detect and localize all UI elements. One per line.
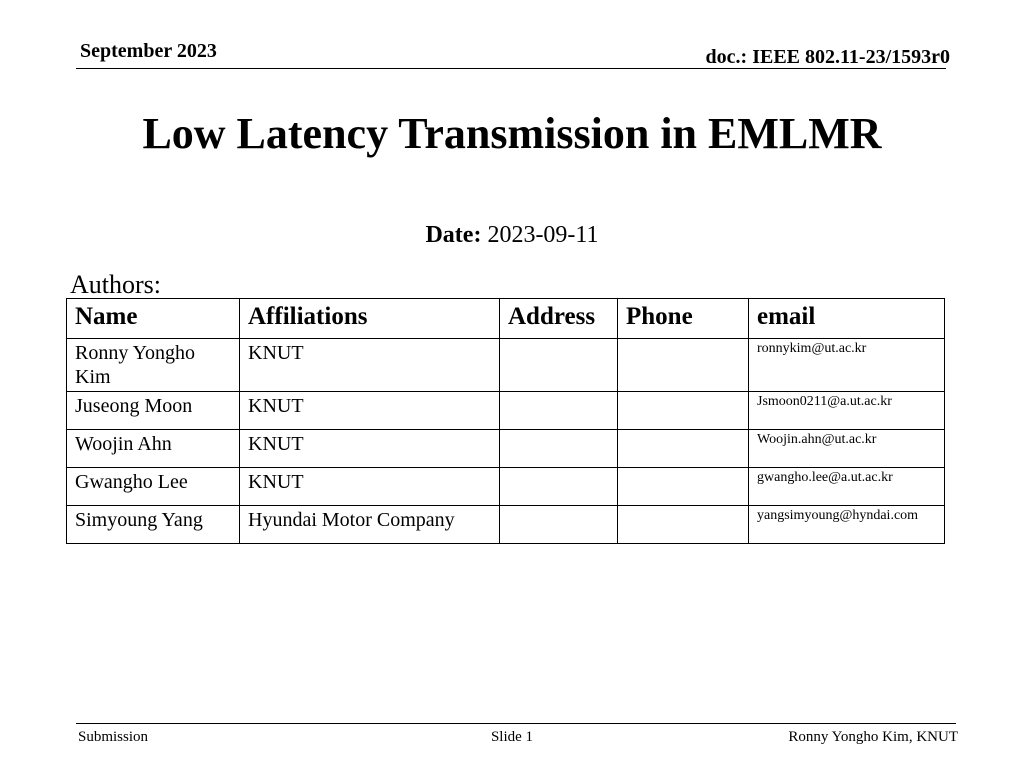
footer-divider [76, 723, 956, 724]
author-name: Gwangho Lee [67, 468, 240, 506]
author-name: Woojin Ahn [67, 430, 240, 468]
author-affiliation: KNUT [240, 430, 500, 468]
authors-label: Authors: [70, 270, 161, 299]
author-email: gwangho.lee@a.ut.ac.kr [749, 468, 945, 506]
footer-submission: Submission [78, 729, 149, 745]
date-label: Date: [425, 222, 482, 248]
author-phone [618, 339, 749, 392]
table-row [67, 506, 945, 544]
author-address [500, 430, 618, 468]
author-name: Simyoung Yang [67, 506, 240, 544]
date-value: 2023-09-11 [487, 222, 599, 248]
author-email: Jsmoon0211@a.ut.ac.kr [749, 392, 945, 430]
header-date: September 2023 [80, 40, 217, 62]
date-line [0, 222, 1024, 249]
table-row [67, 468, 945, 506]
header-divider [76, 68, 946, 69]
column-header-phone: Phone [618, 299, 749, 339]
author-email: ronnykim@ut.ac.kr [749, 339, 945, 392]
author-affiliation: KNUT [240, 392, 500, 430]
author-address [500, 339, 618, 392]
footer-slide-number: Slide 1 [490, 729, 534, 745]
author-phone [618, 506, 749, 544]
column-header-affiliations: Affiliations [240, 299, 500, 339]
author-name: Ronny Yongho Kim [67, 339, 240, 392]
author-name: Juseong Moon [67, 392, 240, 430]
author-phone [618, 430, 749, 468]
column-header-email: email [749, 299, 945, 339]
column-header-name: Name [67, 299, 240, 339]
author-address [500, 506, 618, 544]
table-row [67, 430, 945, 468]
author-address [500, 468, 618, 506]
author-affiliation: KNUT [240, 468, 500, 506]
column-header-address: Address [500, 299, 618, 339]
table-row [67, 339, 945, 392]
author-address [500, 392, 618, 430]
author-phone [618, 468, 749, 506]
author-email: Woojin.ahn@ut.ac.kr [749, 430, 945, 468]
author-affiliation: KNUT [240, 339, 500, 392]
author-phone [618, 392, 749, 430]
author-email: yangsimyoung@hyndai.com [749, 506, 945, 544]
table-row [67, 392, 945, 430]
authors-table [66, 298, 945, 544]
slide-title: Low Latency Transmission in EMLMR [142, 109, 882, 158]
header-doc-id: doc.: IEEE 802.11-23/1593r0 [705, 46, 950, 68]
footer-author: Ronny Yongho Kim, KNUT [788, 729, 958, 745]
author-affiliation: Hyundai Motor Company [240, 506, 500, 544]
table-header-row [67, 299, 945, 339]
